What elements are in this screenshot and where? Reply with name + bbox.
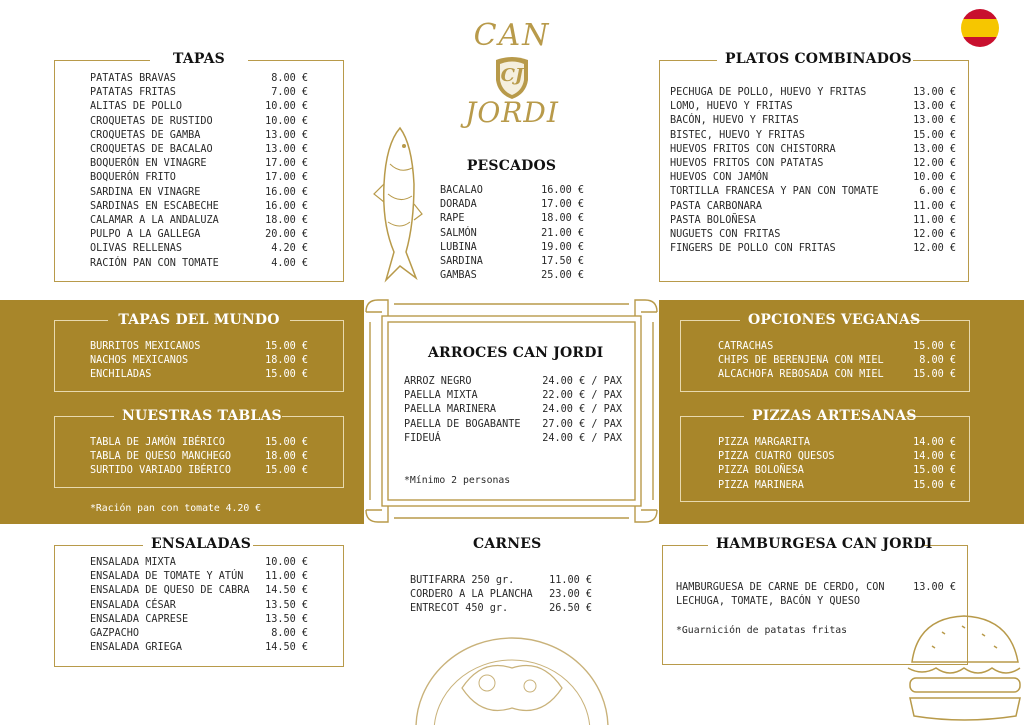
list-item <box>90 627 308 641</box>
item-price: 13.00 € <box>913 143 956 155</box>
list-item <box>440 227 584 241</box>
item-name: LECHUGA, TOMATE, BACÓN Y QUESO <box>676 596 861 608</box>
list-item <box>404 432 622 446</box>
list-item <box>676 595 956 609</box>
item-price: 4.00 € <box>271 257 308 269</box>
list-item <box>404 418 622 432</box>
item-price: 18.00 € <box>265 355 308 367</box>
item-price: 18.00 € <box>265 215 308 227</box>
logo-monogram: CJ <box>500 65 524 86</box>
hamburguesa-note: *Guarnición de patatas fritas <box>676 625 848 636</box>
pescados-list <box>440 184 584 283</box>
plate-illustration-icon <box>412 628 612 725</box>
item-name: BACALAO <box>440 185 483 196</box>
item-name: CROQUETAS DE BACALAO <box>90 144 213 156</box>
item-name: ENSALADA CAPRESE <box>90 613 189 625</box>
item-price: 14.50 € <box>265 585 308 597</box>
list-item <box>90 214 308 228</box>
item-price: 12.00 € <box>913 229 956 241</box>
item-name: BURRITOS MEXICANOS <box>90 341 201 352</box>
list-item <box>440 269 584 283</box>
item-price: 12.00 € <box>913 243 956 255</box>
item-name: LUBINA <box>440 241 477 253</box>
item-name: RAPE <box>440 213 465 225</box>
item-name: PASTA BOLOÑESA <box>670 214 756 226</box>
item-name: HUEVOS FRITOS CON PATATAS <box>670 158 824 170</box>
item-name: SARDINA <box>440 256 483 268</box>
item-name: HUEVOS CON JAMÓN <box>670 172 769 184</box>
list-item <box>90 584 308 598</box>
list-item <box>90 340 308 354</box>
list-item <box>718 479 956 493</box>
item-name: OLIVAS RELLENAS <box>90 243 183 255</box>
item-price: 11.00 € <box>913 200 956 212</box>
item-name: RACIÓN PAN CON TOMATE <box>90 257 219 269</box>
list-item <box>410 588 592 602</box>
item-name: CROQUETAS DE RUSTIDO <box>90 115 213 127</box>
list-item <box>90 354 308 368</box>
list-item <box>90 599 308 613</box>
list-item <box>440 212 584 226</box>
item-name: PAELLA DE BOGABANTE <box>404 418 521 430</box>
list-item <box>440 255 584 269</box>
list-item <box>90 613 308 627</box>
item-price: 13.00 € <box>913 87 956 98</box>
item-name: PAELLA MIXTA <box>404 390 478 402</box>
item-price: 11.00 € <box>265 571 308 583</box>
item-price: 14.00 € <box>913 437 956 448</box>
spain-flag-icon[interactable] <box>961 9 999 47</box>
list-item <box>670 171 956 185</box>
item-price: 10.00 € <box>265 115 308 127</box>
list-item <box>90 570 308 584</box>
list-item <box>676 581 956 595</box>
item-name: PATATAS FRITAS <box>90 87 176 99</box>
item-price: 16.00 € <box>265 186 308 198</box>
item-price: 12.00 € <box>913 158 956 170</box>
item-name: CALAMAR A LA ANDALUZA <box>90 215 219 227</box>
item-price: 25.00 € <box>541 270 584 282</box>
list-item <box>404 389 622 403</box>
ensaladas-list <box>90 556 308 655</box>
list-item <box>404 403 622 417</box>
list-item <box>670 157 956 171</box>
hamburguesa-title: HAMBURGESA CAN JORDI <box>708 536 924 552</box>
list-item <box>718 354 956 368</box>
list-item <box>670 114 956 128</box>
item-name: ENSALADA DE QUESO DE CABRA <box>90 585 250 597</box>
item-price: 15.00 € <box>913 341 956 352</box>
list-item <box>718 450 956 464</box>
item-name: ARROZ NEGRO <box>404 376 472 387</box>
tablas-note: *Ración pan con tomate 4.20 € <box>90 503 262 514</box>
item-name: CORDERO A LA PLANCHA <box>410 589 533 601</box>
item-name: ALCACHOFA REBOSADA CON MIEL <box>718 369 884 381</box>
pescados-title: PESCADOS <box>455 158 568 174</box>
item-name: ENSALADA DE TOMATE Y ATÚN <box>90 571 244 583</box>
item-price: 15.00 € <box>913 465 956 477</box>
arroces-note: *Mínimo 2 personas <box>404 475 511 486</box>
restaurant-logo <box>452 18 572 138</box>
list-item <box>670 143 956 157</box>
item-name: ALITAS DE POLLO <box>90 101 183 113</box>
item-name: BOQUERÓN FRITO <box>90 172 176 184</box>
item-name: ENSALADA CÉSAR <box>90 599 176 611</box>
tapas-list <box>90 72 308 271</box>
item-price: 8.00 € <box>919 355 956 367</box>
item-name: GAMBAS <box>440 270 477 282</box>
logo-word-can: CAN <box>473 18 551 53</box>
item-name: NACHOS MEXICANOS <box>90 355 189 367</box>
item-price: 24.00 € / PAX <box>542 376 622 387</box>
list-item <box>440 198 584 212</box>
item-price: 24.00 € / PAX <box>542 404 622 416</box>
item-price: 14.50 € <box>265 642 308 654</box>
item-name: PIZZA MARGARITA <box>718 437 811 448</box>
list-item <box>90 436 308 450</box>
item-price: 13.50 € <box>265 599 308 611</box>
item-price: 15.00 € <box>265 341 308 352</box>
item-name: TABLA DE QUESO MANCHEGO <box>90 451 232 463</box>
item-name: ENCHILADAS <box>90 369 152 381</box>
item-name: PULPO A LA GALLEGA <box>90 229 201 241</box>
item-name: TORTILLA FRANCESA Y PAN CON TOMATE <box>670 186 879 198</box>
list-item <box>90 257 308 271</box>
item-price: 10.00 € <box>265 101 308 113</box>
item-name: PECHUGA DE POLLO, HUEVO Y FRITAS <box>670 87 867 98</box>
item-price: 17.00 € <box>265 172 308 184</box>
list-item <box>90 464 308 478</box>
item-price: 26.50 € <box>549 603 592 615</box>
tablas-title: NUESTRAS TABLAS <box>114 408 282 424</box>
platos-title: PLATOS COMBINADOS <box>717 51 913 67</box>
item-name: SARDINA EN VINAGRE <box>90 186 201 198</box>
list-item <box>410 602 592 616</box>
list-item <box>670 129 956 143</box>
list-item <box>90 368 308 382</box>
item-price: 23.00 € <box>549 589 592 601</box>
list-item <box>90 228 308 242</box>
pizzas-title: PIZZAS ARTESANAS <box>744 408 906 424</box>
list-item <box>718 436 956 450</box>
item-name: BISTEC, HUEVO Y FRITAS <box>670 129 805 141</box>
item-name: PASTA CARBONARA <box>670 200 763 212</box>
list-item <box>90 86 308 100</box>
list-item <box>404 375 622 389</box>
item-price: 13.00 € <box>913 101 956 113</box>
item-name: FIDEUÁ <box>404 432 441 444</box>
item-price: 11.00 € <box>913 214 956 226</box>
list-item <box>670 86 956 100</box>
item-price: 22.00 € / PAX <box>542 390 622 402</box>
item-price: 11.00 € <box>549 575 592 586</box>
list-item <box>670 185 956 199</box>
item-price: 15.00 € <box>265 465 308 477</box>
item-name: DORADA <box>440 199 477 211</box>
list-item <box>718 340 956 354</box>
item-name: BOQUERÓN EN VINAGRE <box>90 158 207 170</box>
pizzas-list <box>718 436 956 493</box>
item-price: 17.00 € <box>541 199 584 211</box>
item-name: HAMBURGUESA DE CARNE DE CERDO, CON <box>676 582 885 593</box>
list-item <box>90 115 308 129</box>
item-price: 13.50 € <box>265 613 308 625</box>
list-item <box>90 186 308 200</box>
veganas-title: OPCIONES VEGANAS <box>740 312 910 328</box>
item-price: 16.00 € <box>541 185 584 196</box>
list-item <box>718 464 956 478</box>
list-item <box>90 556 308 570</box>
item-price: 4.20 € <box>271 243 308 255</box>
item-price: 18.00 € <box>541 213 584 225</box>
fish-illustration-icon <box>370 124 425 284</box>
item-price: 17.00 € <box>265 158 308 170</box>
item-name: PIZZA BOLOÑESA <box>718 465 804 477</box>
arroces-title: ARROCES CAN JORDI <box>428 345 604 361</box>
item-name: CROQUETAS DE GAMBA <box>90 129 201 141</box>
list-item <box>90 157 308 171</box>
list-item <box>670 228 956 242</box>
item-price: 15.00 € <box>913 479 956 491</box>
item-price: 18.00 € <box>265 451 308 463</box>
carnes-list <box>410 574 592 617</box>
item-price: 16.00 € <box>265 200 308 212</box>
item-name: PIZZA MARINERA <box>718 479 804 491</box>
item-price: 21.00 € <box>541 227 584 239</box>
item-price: 15.00 € <box>913 369 956 381</box>
item-price: 14.00 € <box>913 451 956 463</box>
platos-list <box>670 86 956 256</box>
item-name: CHIPS DE BERENJENA CON MIEL <box>718 355 884 367</box>
item-price: 15.00 € <box>265 437 308 448</box>
list-item <box>90 242 308 256</box>
list-item <box>90 641 308 655</box>
item-name: ENTRECOT 450 gr. <box>410 603 509 615</box>
item-price: 13.00 € <box>913 582 956 593</box>
item-name: PATATAS BRAVAS <box>90 73 176 84</box>
item-price: 8.00 € <box>271 628 308 640</box>
item-price: 15.00 € <box>265 369 308 381</box>
item-name: BACÓN, HUEVO Y FRITAS <box>670 115 799 127</box>
list-item <box>90 450 308 464</box>
mundo-list <box>90 340 308 383</box>
item-price: 13.00 € <box>265 144 308 156</box>
logo-shield-icon <box>492 56 532 100</box>
item-name: TABLA DE JAMÓN IBÉRICO <box>90 437 225 448</box>
mundo-title: TAPAS DEL MUNDO <box>108 312 290 328</box>
logo-word-jordi: JORDI <box>465 96 559 129</box>
item-name: LOMO, HUEVO Y FRITAS <box>670 101 793 113</box>
item-name: PAELLA MARINERA <box>404 404 497 416</box>
item-name: SARDINAS EN ESCABECHE <box>90 200 219 212</box>
item-price: 24.00 € / PAX <box>542 432 622 444</box>
item-price: 20.00 € <box>265 229 308 241</box>
item-price: 6.00 € <box>919 186 956 198</box>
list-item <box>440 184 584 198</box>
arroces-list <box>404 375 622 446</box>
carnes-title: CARNES <box>465 536 549 552</box>
list-item <box>670 200 956 214</box>
list-item <box>670 100 956 114</box>
item-name: CATRACHAS <box>718 341 774 352</box>
item-name: BUTIFARRA 250 gr. <box>410 575 515 586</box>
item-price: 15.00 € <box>913 129 956 141</box>
list-item <box>90 200 308 214</box>
item-name: GAZPACHO <box>90 628 140 640</box>
list-item <box>670 242 956 256</box>
item-price: 7.00 € <box>271 87 308 99</box>
item-price: 17.50 € <box>541 256 584 268</box>
item-name: ENSALADA GRIEGA <box>90 642 183 654</box>
list-item <box>90 72 308 86</box>
tablas-list <box>90 436 308 479</box>
list-item <box>718 368 956 382</box>
item-price: 27.00 € / PAX <box>542 418 622 430</box>
tapas-title: TAPAS <box>150 51 248 67</box>
item-price: 13.00 € <box>265 129 308 141</box>
item-name: HUEVOS FRITOS CON CHISTORRA <box>670 143 836 155</box>
list-item <box>440 241 584 255</box>
item-price: 10.00 € <box>913 172 956 184</box>
item-price: 13.00 € <box>913 115 956 127</box>
item-price: 8.00 € <box>271 73 308 84</box>
item-name: PIZZA CUATRO QUESOS <box>718 451 835 463</box>
item-name: ENSALADA MIXTA <box>90 557 176 568</box>
list-item <box>670 214 956 228</box>
list-item <box>90 100 308 114</box>
item-price: 19.00 € <box>541 241 584 253</box>
hamburguesa-list <box>676 581 956 609</box>
item-price: 10.00 € <box>265 557 308 568</box>
list-item <box>410 574 592 588</box>
item-name: SURTIDO VARIADO IBÉRICO <box>90 465 232 477</box>
item-name: SALMÓN <box>440 227 477 239</box>
list-item <box>90 129 308 143</box>
ensaladas-title: ENSALADAS <box>143 536 253 552</box>
item-name: NUGUETS CON FRITAS <box>670 229 781 241</box>
list-item <box>90 171 308 185</box>
item-name: FINGERS DE POLLO CON FRITAS <box>670 243 836 255</box>
list-item <box>90 143 308 157</box>
veganas-list <box>718 340 956 383</box>
